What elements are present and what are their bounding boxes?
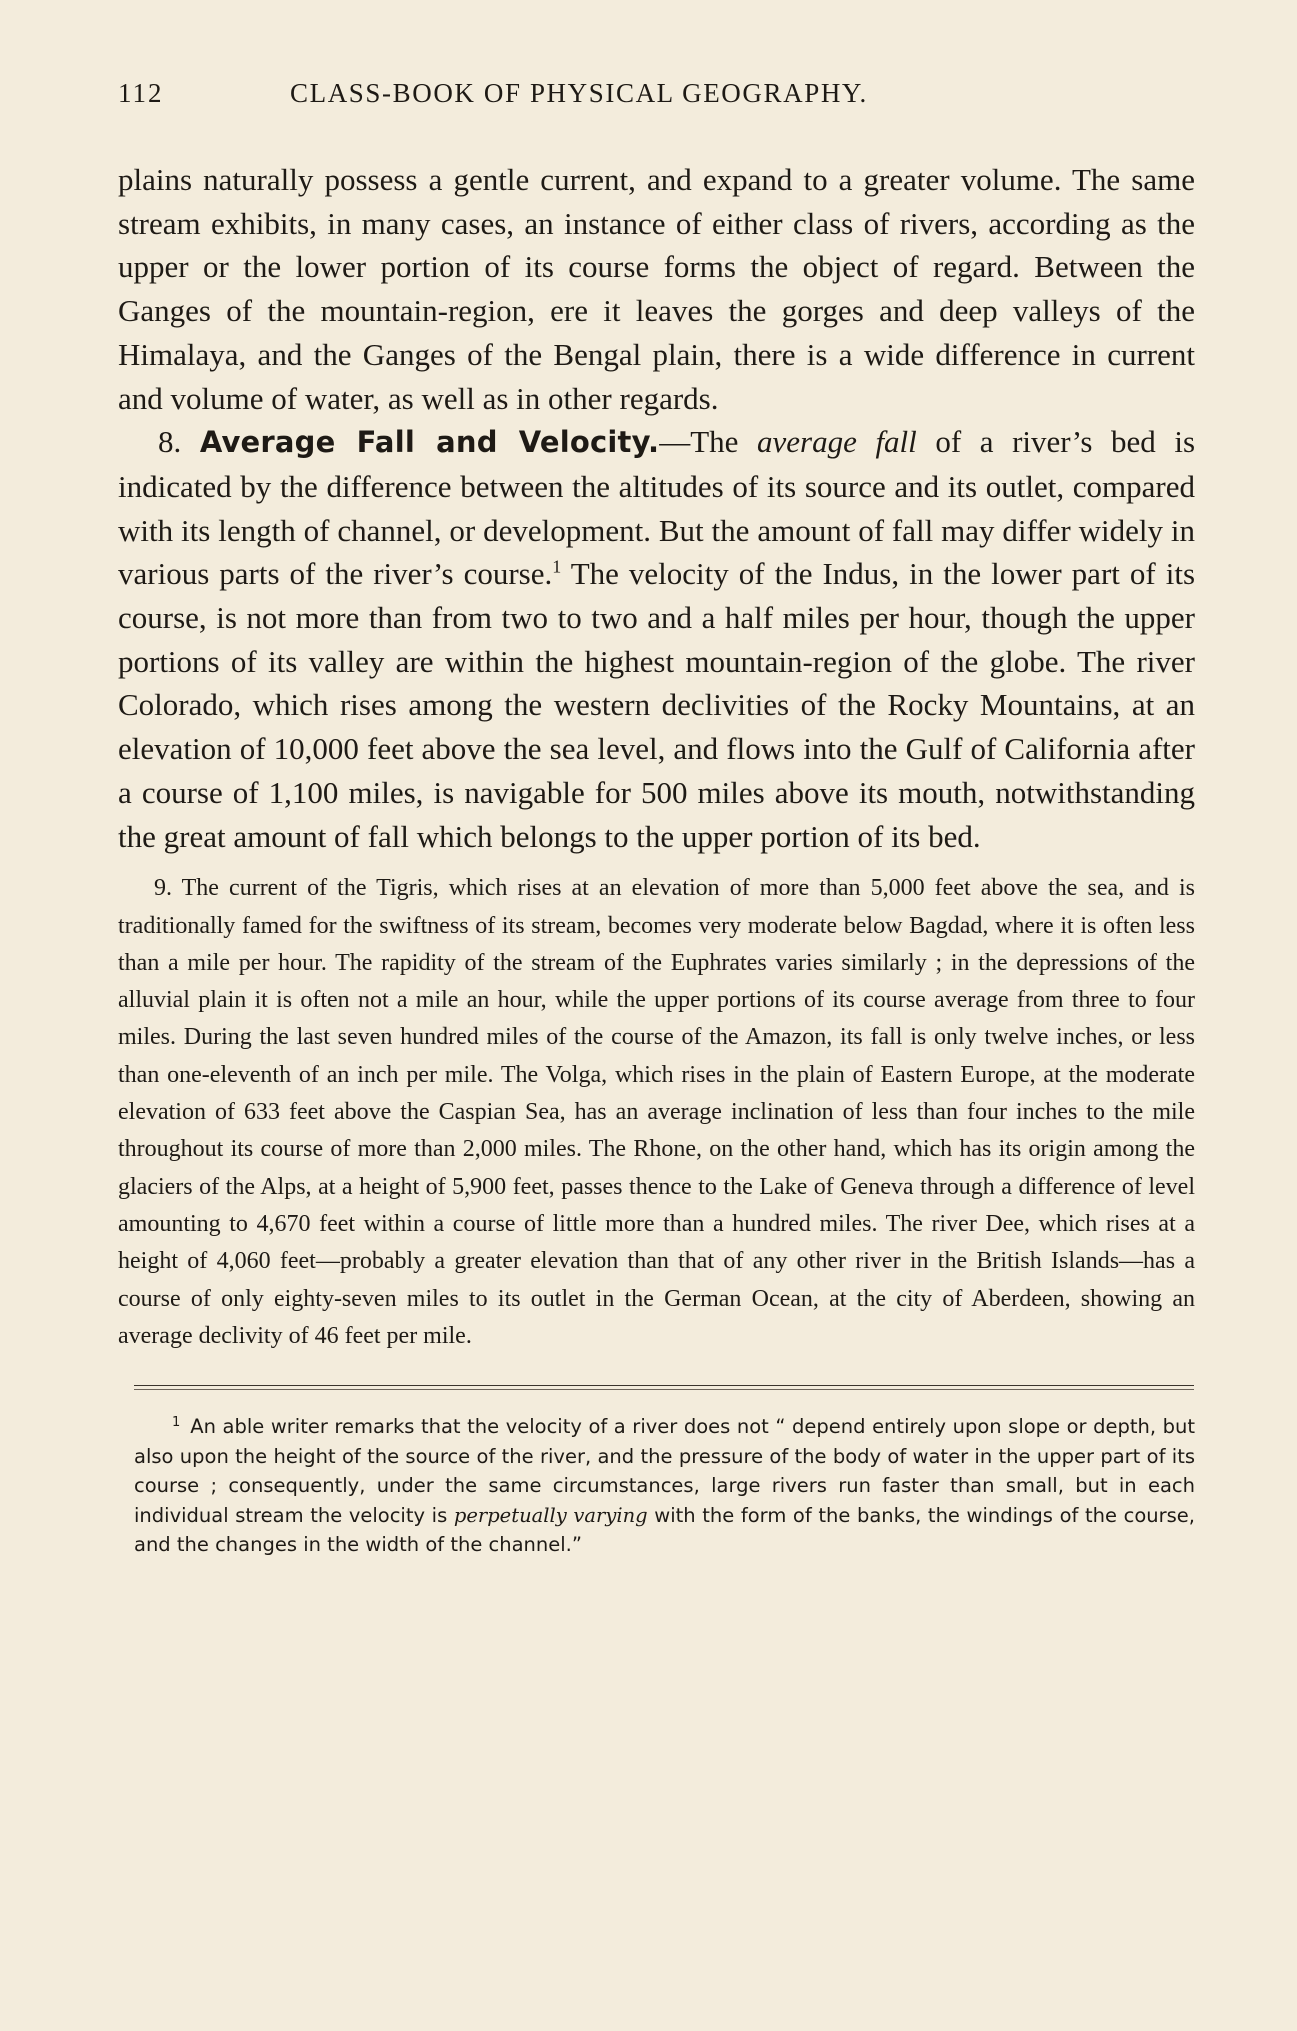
page-number: 112 [118,78,164,108]
footnote-reference: 1 [552,557,562,577]
main-text [118,158,1195,858]
section-9-paragraph [118,870,1195,1355]
footnote-text-b: with the form of the banks, the windings of the course, and the changes in the width of the channel.” [134,1503,1195,1557]
footnote [118,1412,1195,1560]
section-8-text-b: The velocity of the Indus, in the lower part of its course, is not more than from two to two and a half miles per hour, though the upper portions of its valley are within the highest mountain-region of the globe. The river Colorado, which rises among the western declivities of the Rocky Mountains, at an elevation of 10,000 feet above the sea level, and flows into the Gulf of California after a course of 1,100 miles, is navigable for 500 miles above its mouth, notwithstanding the great amount of fall which belongs to the upper portion of its bed. [118,556,1196,854]
paragraph-continuation-text: plains naturally possess a gentle current, and expand to a greater volume. The same stream exhibits, in many cases, an instance of either class of rivers, according as the upper or the lower portion of its course forms the object of regard. Between the Ganges of the mountain-region, ere it leaves the gorges and deep valleys of the Himalaya, and the Ganges of the Bengal plain, there is a wide difference in current and volume of water, as well as in other regards. [118,162,1195,416]
section-9-text: The current of the Tigris, which rises at an elevation of more than 5,000 feet above the sea, and is traditionally famed for the swiftness of its stream, becomes very moderate below Bagdad, where it is often less than a mile per hour. The rapidity of the stream of the Euphrates varies similarly ; in the depressions of the alluvial plain it is often not a mile an hour, while the upper portions of its course average from three to four miles. During the last seven hundred miles of the course of the Amazon, its fall is only twelve inches, or less than one-eleventh of an inch per mile. The Volga, which rises in the plain of Eastern Europe, at the moderate elevation of 633 feet above the Caspian Sea, has an average inclination of less than four inches to the mile throughout its course of more than 2,000 miles. The Rhone, on the other hand, which has its origin among the glaciers of the Alps, at a height of 5,900 feet, passes thence to the Lake of Geneva through a difference of level amounting to 4,670 feet within a course of little more than a hundred miles. The river Dee, which rises at a height of 4,060 feet—probably a greater elevation than that of any other river in the British Islands—has a course of only eighty-seven miles to its outlet in the German Ocean, at the city of Aberdeen, showing an average declivity of 46 feet per mile. [118,875,1195,1349]
footnote-divider [134,1385,1194,1390]
section-8-italic-term: average fall [757,424,917,460]
footnote-text-a: An able writer remarks that the velocity of a river does not “ depend entirely upon slope or depth, but also upon the height of the source of the river, and the pressure of the body of water in the upper part of its course ; consequently, under the same circumstances, large rivers run faster than small, but in each individual stream the velocity is [134,1415,1195,1527]
running-title: CLASS-BOOK OF PHYSICAL GEOGRAPHY. [290,78,868,108]
book-page [118,78,1195,1560]
section-9-number: 9. [154,875,172,902]
section-8-text-a: of a river’s bed is indicated by the difference between the altitudes of its source and its outlet, compared with its length of channel, or development. But the amount of fall may differ widely in various parts of the river’s course. [118,424,1196,592]
paragraph-continuation [118,158,1195,420]
footnote-paragraph [134,1412,1195,1560]
footnote-italic: perpetually varying [453,1503,648,1527]
small-print-section [118,870,1195,1355]
section-8-heading: Average Fall and Velocity. [199,425,660,460]
section-8-number: 8. [158,424,182,460]
section-8-dash: —The [659,424,758,460]
footnote-marker: 1 [172,1414,181,1430]
section-8-paragraph [118,420,1195,858]
running-head [118,78,1195,122]
